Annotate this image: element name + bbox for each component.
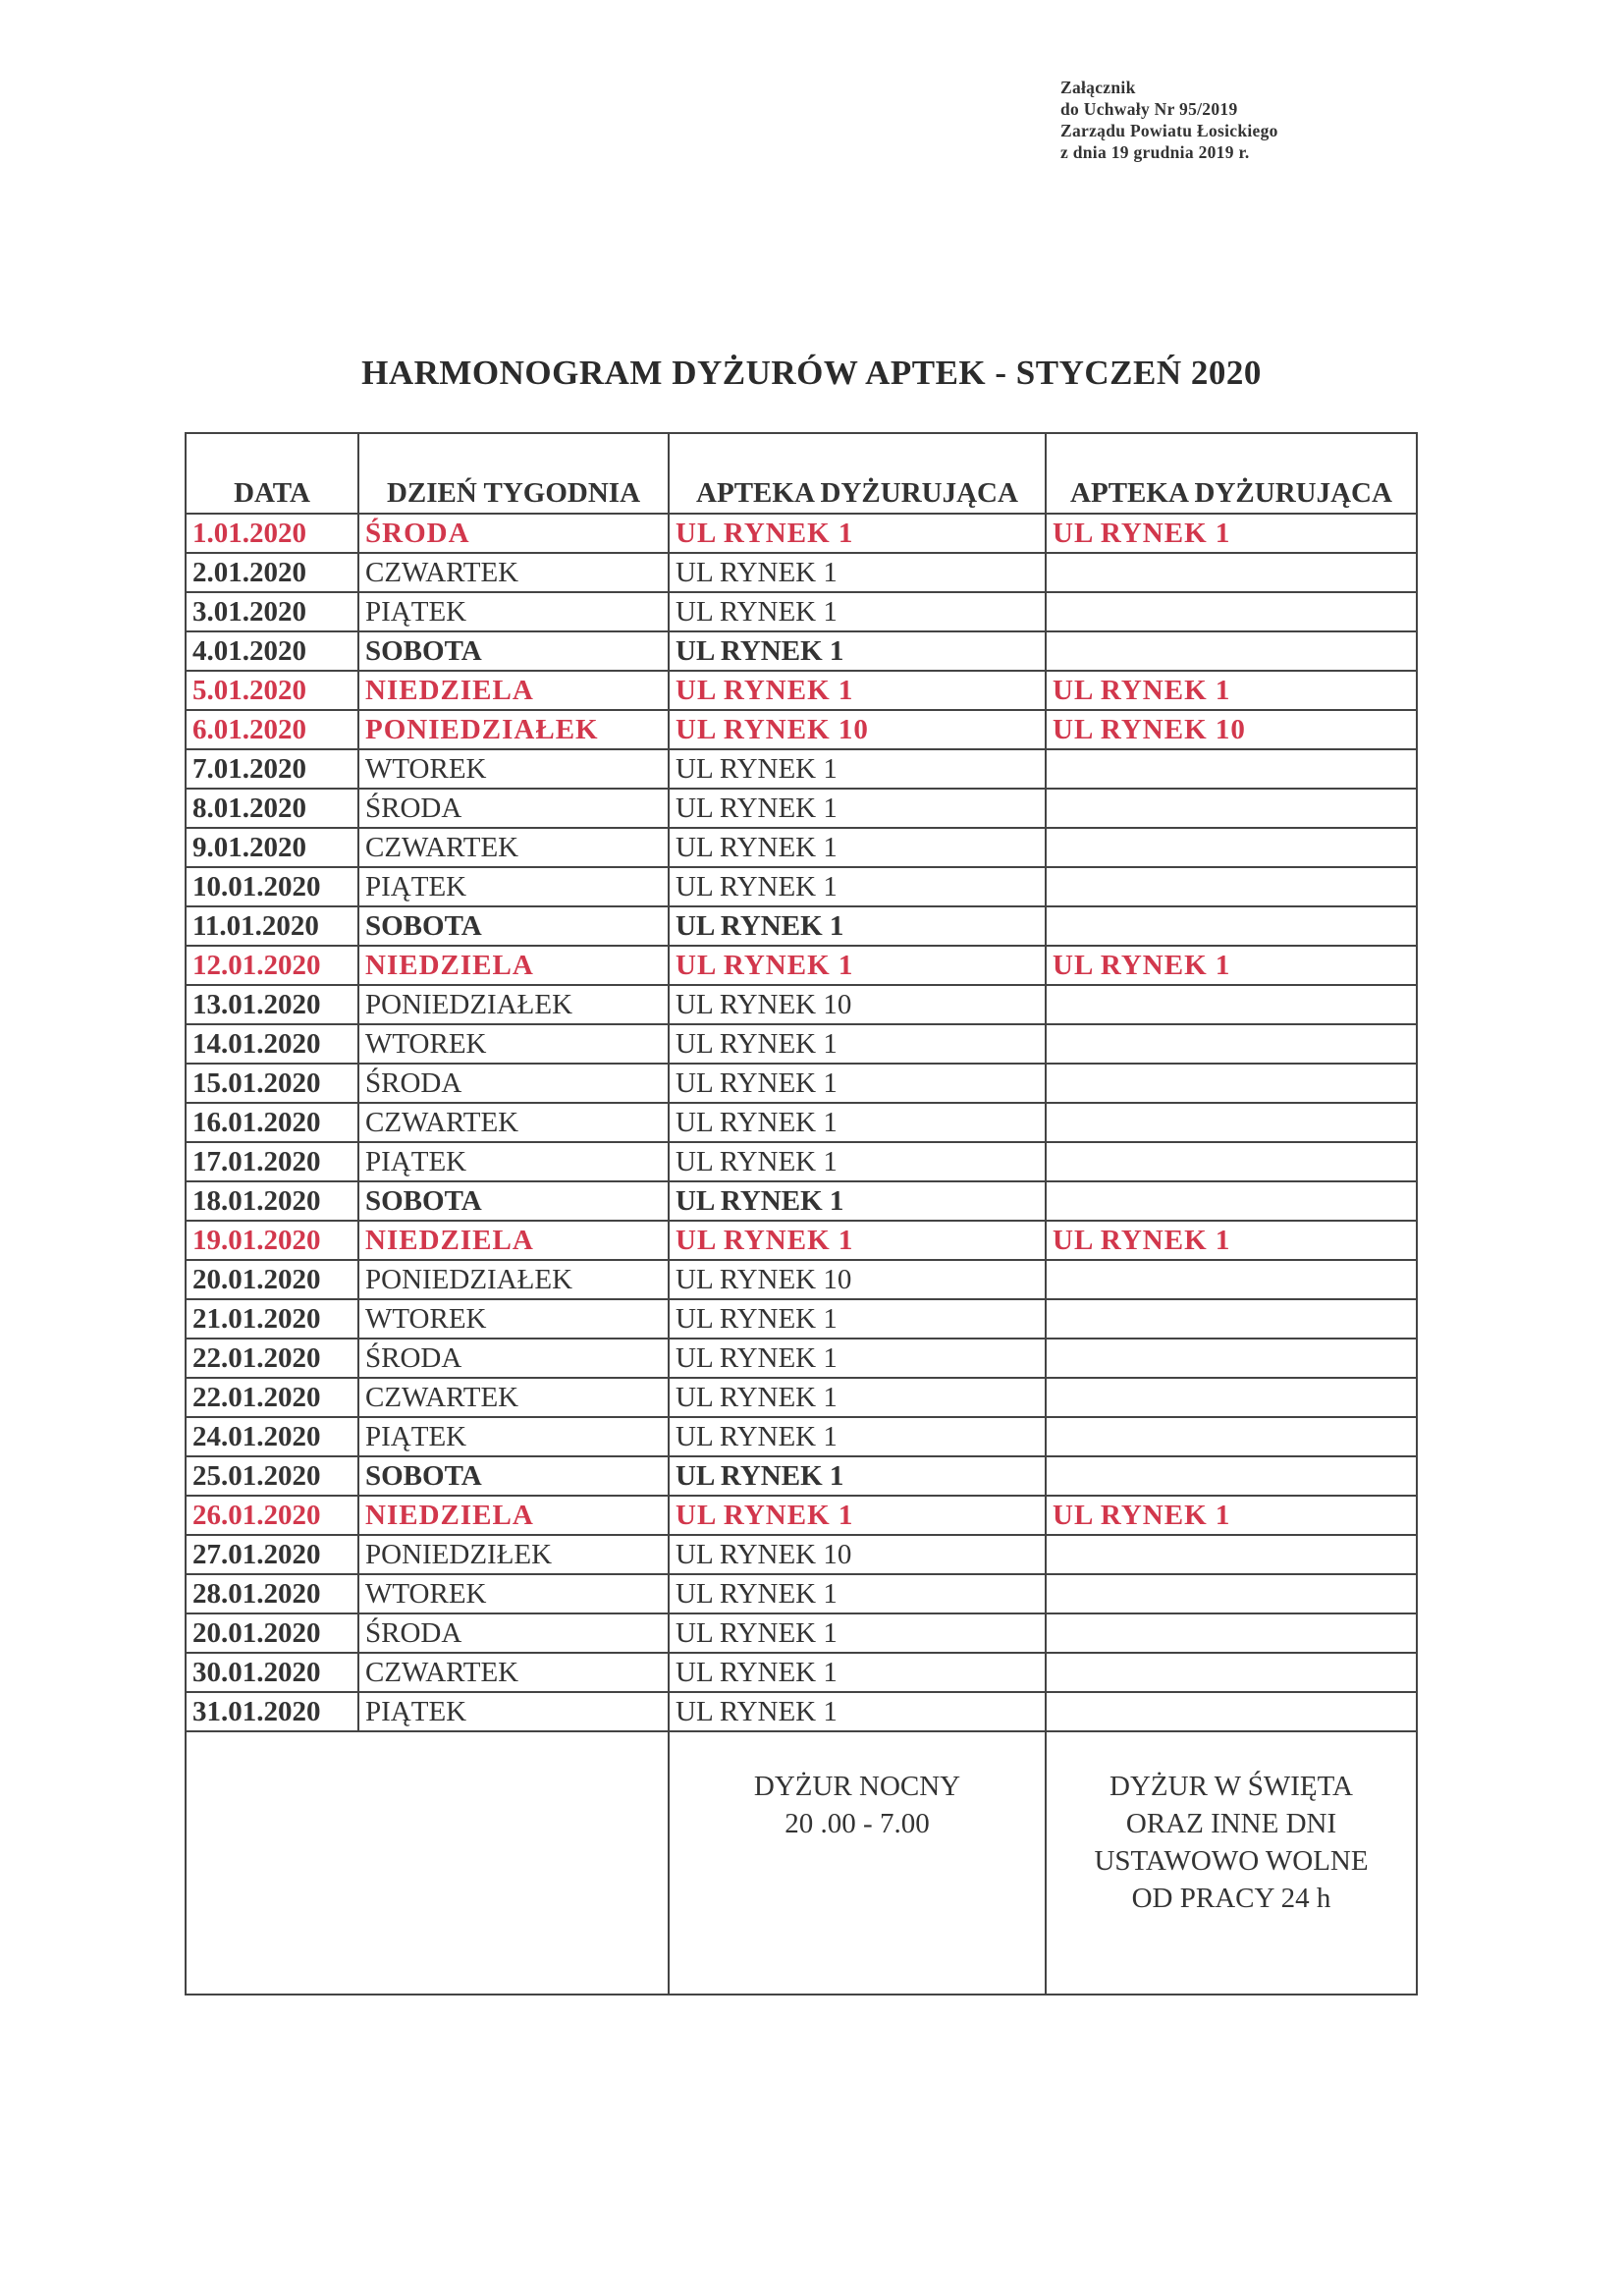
pharmacy-2-cell (1046, 553, 1417, 592)
pharmacy-1-cell: UL RYNEK 1 (669, 749, 1046, 789)
pharmacy-2-cell: UL RYNEK 10 (1046, 710, 1417, 749)
table-row (186, 1417, 1417, 1456)
table-row (186, 985, 1417, 1024)
table-row (186, 553, 1417, 592)
pharmacy-2-cell (1046, 592, 1417, 631)
date-cell: 14.01.2020 (186, 1024, 358, 1064)
table-row (186, 1574, 1417, 1613)
column-header-date: DATA (186, 433, 358, 514)
table-row (186, 1260, 1417, 1299)
footer-empty-cell (186, 1731, 669, 1995)
pharmacy-1-cell: UL RYNEK 1 (669, 1024, 1046, 1064)
day-cell: PONIEDZIAŁEK (358, 985, 669, 1024)
table-row (186, 1103, 1417, 1142)
pharmacy-1-cell: UL RYNEK 10 (669, 985, 1046, 1024)
pharmacy-2-cell (1046, 1456, 1417, 1496)
holiday-duty-line: USTAWOWO WOLNE (1094, 1845, 1369, 1877)
pharmacy-2-cell (1046, 631, 1417, 671)
table-row (186, 1024, 1417, 1064)
day-cell: WTOREK (358, 1299, 669, 1339)
table-row (186, 867, 1417, 906)
date-cell: 28.01.2020 (186, 1574, 358, 1613)
pharmacy-2-cell (1046, 749, 1417, 789)
day-cell: CZWARTEK (358, 553, 669, 592)
holiday-duty-line: ORAZ INNE DNI (1125, 1808, 1337, 1839)
date-cell: 25.01.2020 (186, 1456, 358, 1496)
pharmacy-1-cell: UL RYNEK 1 (669, 1339, 1046, 1378)
night-duty-line: DYŻUR NOCNY (753, 1771, 961, 1802)
attachment-note (1060, 77, 1278, 163)
day-cell: CZWARTEK (358, 828, 669, 867)
pharmacy-2-cell (1046, 1024, 1417, 1064)
night-duty-note (669, 1731, 1046, 1995)
pharmacy-1-cell: UL RYNEK 1 (669, 946, 1046, 985)
day-cell: WTOREK (358, 1574, 669, 1613)
day-cell: PONIEDZIAŁEK (358, 710, 669, 749)
table-row (186, 1142, 1417, 1181)
table-row (186, 828, 1417, 867)
date-cell: 26.01.2020 (186, 1496, 358, 1535)
date-cell: 7.01.2020 (186, 749, 358, 789)
day-cell: PIĄTEK (358, 1692, 669, 1731)
pharmacy-1-cell: UL RYNEK 1 (669, 631, 1046, 671)
pharmacy-2-cell (1046, 1103, 1417, 1142)
day-cell: PIĄTEK (358, 1417, 669, 1456)
pharmacy-1-cell: UL RYNEK 1 (669, 1417, 1046, 1456)
date-cell: 24.01.2020 (186, 1417, 358, 1456)
table-header-row (186, 433, 1417, 514)
pharmacy-2-cell (1046, 1417, 1417, 1456)
pharmacy-2-cell (1046, 1339, 1417, 1378)
pharmacy-2-cell: UL RYNEK 1 (1046, 946, 1417, 985)
pharmacy-1-cell: UL RYNEK 10 (669, 1260, 1046, 1299)
day-cell: ŚRODA (358, 1613, 669, 1653)
table-row (186, 1613, 1417, 1653)
table-row (186, 1221, 1417, 1260)
date-cell: 4.01.2020 (186, 631, 358, 671)
day-cell: NIEDZIELA (358, 671, 669, 710)
table-row (186, 1653, 1417, 1692)
pharmacy-1-cell: UL RYNEK 1 (669, 867, 1046, 906)
date-cell: 12.01.2020 (186, 946, 358, 985)
attachment-line: Zarządu Powiatu Łosickiego (1060, 121, 1278, 140)
day-cell: PONIEDZIAŁEK (358, 1260, 669, 1299)
pharmacy-2-cell: UL RYNEK 1 (1046, 1496, 1417, 1535)
pharmacy-1-cell: UL RYNEK 1 (669, 1142, 1046, 1181)
table-footer-row (186, 1731, 1417, 1995)
table-row (186, 631, 1417, 671)
date-cell: 13.01.2020 (186, 985, 358, 1024)
duty-schedule-table (185, 432, 1418, 1995)
date-cell: 27.01.2020 (186, 1535, 358, 1574)
date-cell: 20.01.2020 (186, 1260, 358, 1299)
column-header-pharmacy-2: APTEKA DYŻURUJĄCA (1046, 433, 1417, 514)
day-cell: ŚRODA (358, 1339, 669, 1378)
date-cell: 30.01.2020 (186, 1653, 358, 1692)
date-cell: 9.01.2020 (186, 828, 358, 867)
holiday-duty-line: DYŻUR W ŚWIĘTA (1109, 1771, 1353, 1802)
table-row (186, 749, 1417, 789)
table-row (186, 514, 1417, 553)
pharmacy-1-cell: UL RYNEK 1 (669, 1456, 1046, 1496)
attachment-line: Załącznik (1060, 78, 1136, 97)
pharmacy-1-cell: UL RYNEK 1 (669, 1574, 1046, 1613)
table-row (186, 789, 1417, 828)
day-cell: SOBOTA (358, 906, 669, 946)
pharmacy-1-cell: UL RYNEK 1 (669, 1692, 1046, 1731)
day-cell: CZWARTEK (358, 1378, 669, 1417)
pharmacy-2-cell (1046, 906, 1417, 946)
pharmacy-1-cell: UL RYNEK 1 (669, 1221, 1046, 1260)
column-header-day: DZIEŃ TYGODNIA (358, 433, 669, 514)
day-cell: PIĄTEK (358, 592, 669, 631)
day-cell: SOBOTA (358, 631, 669, 671)
pharmacy-1-cell: UL RYNEK 1 (669, 553, 1046, 592)
day-cell: NIEDZIELA (358, 1496, 669, 1535)
day-cell: NIEDZIELA (358, 946, 669, 985)
day-cell: NIEDZIELA (358, 1221, 669, 1260)
day-cell: ŚRODA (358, 789, 669, 828)
date-cell: 11.01.2020 (186, 906, 358, 946)
pharmacy-2-cell (1046, 1378, 1417, 1417)
night-duty-line: 20 .00 - 7.00 (784, 1808, 930, 1839)
date-cell: 10.01.2020 (186, 867, 358, 906)
page-title: HARMONOGRAM DYŻURÓW APTEK - STYCZEŃ 2020 (361, 354, 1262, 392)
table-row (186, 1496, 1417, 1535)
pharmacy-2-cell: UL RYNEK 1 (1046, 514, 1417, 553)
day-cell: CZWARTEK (358, 1103, 669, 1142)
day-cell: ŚRODA (358, 1064, 669, 1103)
pharmacy-1-cell: UL RYNEK 10 (669, 710, 1046, 749)
date-cell: 3.01.2020 (186, 592, 358, 631)
holiday-duty-note (1046, 1731, 1417, 1995)
date-cell: 21.01.2020 (186, 1299, 358, 1339)
pharmacy-2-cell (1046, 828, 1417, 867)
pharmacy-1-cell: UL RYNEK 1 (669, 1653, 1046, 1692)
pharmacy-2-cell (1046, 1260, 1417, 1299)
attachment-line: z dnia 19 grudnia 2019 r. (1060, 142, 1250, 162)
pharmacy-1-cell: UL RYNEK 1 (669, 1181, 1046, 1221)
pharmacy-1-cell: UL RYNEK 1 (669, 828, 1046, 867)
pharmacy-2-cell (1046, 789, 1417, 828)
day-cell: ŚRODA (358, 514, 669, 553)
pharmacy-2-cell (1046, 1653, 1417, 1692)
pharmacy-1-cell: UL RYNEK 1 (669, 1299, 1046, 1339)
table-row (186, 671, 1417, 710)
pharmacy-2-cell (1046, 1064, 1417, 1103)
date-cell: 16.01.2020 (186, 1103, 358, 1142)
date-cell: 1.01.2020 (186, 514, 358, 553)
table-row (186, 946, 1417, 985)
table-body (186, 514, 1417, 1731)
date-cell: 5.01.2020 (186, 671, 358, 710)
day-cell: PIĄTEK (358, 867, 669, 906)
day-cell: WTOREK (358, 749, 669, 789)
pharmacy-1-cell: UL RYNEK 1 (669, 1103, 1046, 1142)
pharmacy-2-cell: UL RYNEK 1 (1046, 671, 1417, 710)
pharmacy-1-cell: UL RYNEK 1 (669, 1064, 1046, 1103)
date-cell: 31.01.2020 (186, 1692, 358, 1731)
holiday-duty-line: OD PRACY 24 h (1131, 1883, 1331, 1914)
day-cell: PONIEDZIŁEK (358, 1535, 669, 1574)
table-row (186, 710, 1417, 749)
pharmacy-1-cell: UL RYNEK 1 (669, 671, 1046, 710)
pharmacy-1-cell: UL RYNEK 1 (669, 906, 1046, 946)
table-row (186, 1181, 1417, 1221)
pharmacy-1-cell: UL RYNEK 1 (669, 592, 1046, 631)
date-cell: 15.01.2020 (186, 1064, 358, 1103)
pharmacy-2-cell: UL RYNEK 1 (1046, 1221, 1417, 1260)
pharmacy-2-cell (1046, 1181, 1417, 1221)
table-row (186, 1064, 1417, 1103)
table-row (186, 1456, 1417, 1496)
table-row (186, 1535, 1417, 1574)
attachment-line: do Uchwały Nr 95/2019 (1060, 99, 1238, 119)
date-cell: 20.01.2020 (186, 1613, 358, 1653)
date-cell: 19.01.2020 (186, 1221, 358, 1260)
pharmacy-2-cell (1046, 867, 1417, 906)
pharmacy-2-cell (1046, 1574, 1417, 1613)
table-row (186, 906, 1417, 946)
column-header-pharmacy-1: APTEKA DYŻURUJĄCA (669, 433, 1046, 514)
day-cell: SOBOTA (358, 1181, 669, 1221)
pharmacy-1-cell: UL RYNEK 1 (669, 1378, 1046, 1417)
pharmacy-2-cell (1046, 985, 1417, 1024)
table-row (186, 1299, 1417, 1339)
table-row (186, 1339, 1417, 1378)
pharmacy-1-cell: UL RYNEK 1 (669, 789, 1046, 828)
pharmacy-2-cell (1046, 1613, 1417, 1653)
table-row (186, 1378, 1417, 1417)
pharmacy-1-cell: UL RYNEK 1 (669, 1613, 1046, 1653)
pharmacy-1-cell: UL RYNEK 10 (669, 1535, 1046, 1574)
date-cell: 22.01.2020 (186, 1339, 358, 1378)
day-cell: SOBOTA (358, 1456, 669, 1496)
table-row (186, 592, 1417, 631)
pharmacy-2-cell (1046, 1299, 1417, 1339)
day-cell: PIĄTEK (358, 1142, 669, 1181)
date-cell: 2.01.2020 (186, 553, 358, 592)
pharmacy-2-cell (1046, 1692, 1417, 1731)
pharmacy-2-cell (1046, 1535, 1417, 1574)
day-cell: WTOREK (358, 1024, 669, 1064)
date-cell: 17.01.2020 (186, 1142, 358, 1181)
pharmacy-2-cell (1046, 1142, 1417, 1181)
date-cell: 8.01.2020 (186, 789, 358, 828)
day-cell: CZWARTEK (358, 1653, 669, 1692)
date-cell: 6.01.2020 (186, 710, 358, 749)
pharmacy-1-cell: UL RYNEK 1 (669, 514, 1046, 553)
date-cell: 22.01.2020 (186, 1378, 358, 1417)
pharmacy-1-cell: UL RYNEK 1 (669, 1496, 1046, 1535)
date-cell: 18.01.2020 (186, 1181, 358, 1221)
table-row (186, 1692, 1417, 1731)
